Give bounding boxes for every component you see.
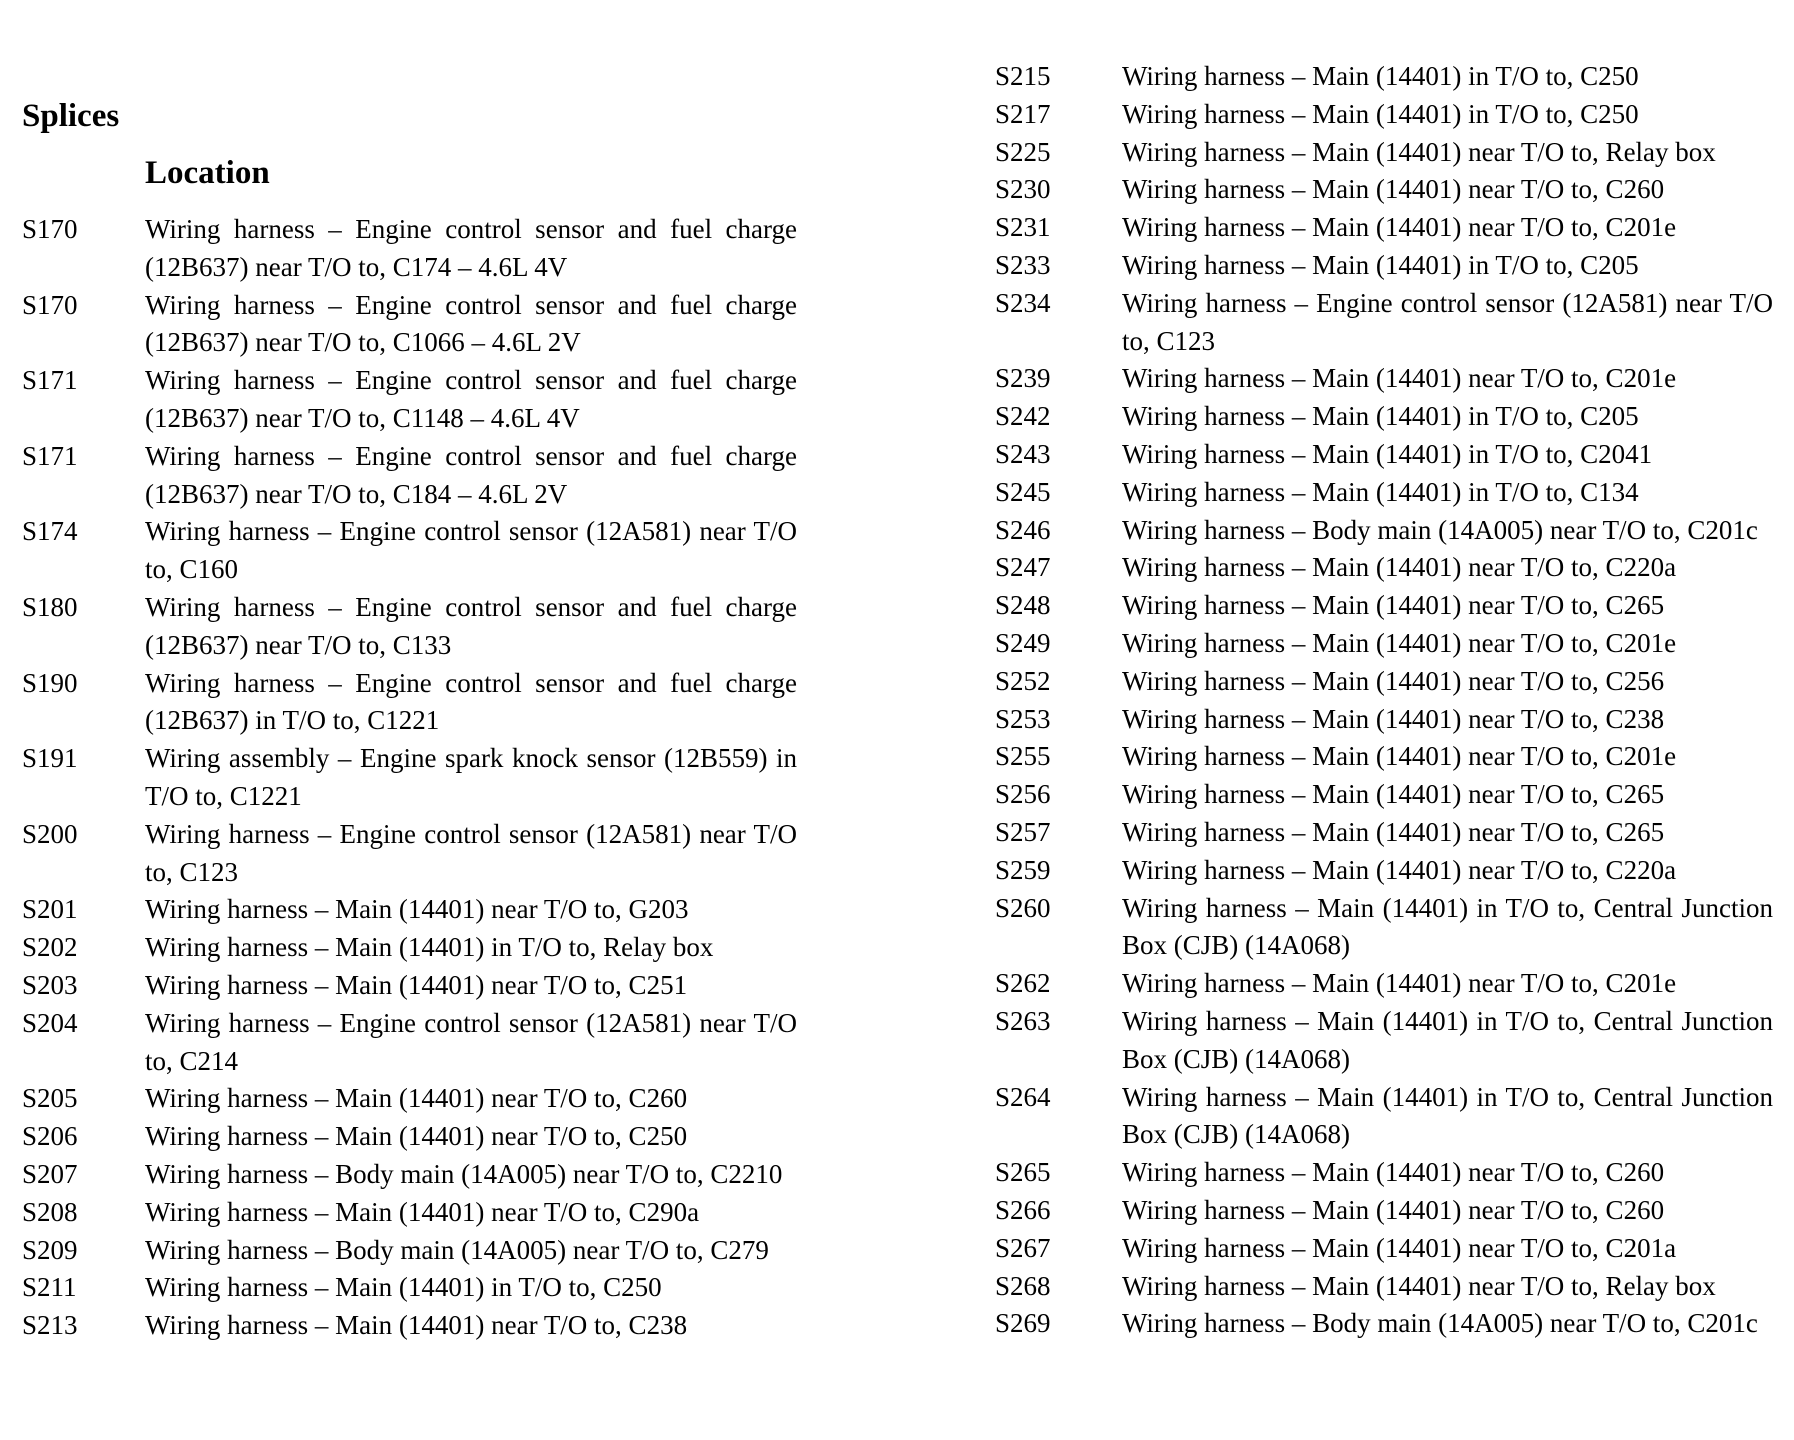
splice-code: S263 — [995, 1005, 1051, 1036]
splice-location: Wiring harness – Engine control sensor (12A581) near T/O to, C160 — [145, 516, 797, 585]
splice-row — [995, 738, 1773, 776]
splice-row — [22, 891, 797, 929]
splice-row — [995, 965, 1773, 1003]
splice-location: Wiring harness – Body main (14A005) near T/O to, C201c — [1122, 514, 1758, 545]
splice-row — [22, 211, 797, 287]
splice-code: S257 — [995, 816, 1051, 847]
splice-code: S245 — [995, 476, 1051, 507]
splice-code: S217 — [995, 98, 1051, 129]
splice-code: S246 — [995, 514, 1051, 545]
splice-row — [995, 398, 1773, 436]
splice-row — [995, 1192, 1773, 1230]
splice-location: Wiring harness – Main (14401) near T/O to, C201a — [1122, 1232, 1677, 1263]
splice-location: Wiring harness – Main (14401) near T/O to, C220a — [1122, 552, 1677, 583]
splice-row — [22, 1118, 797, 1156]
splice-code: S269 — [995, 1308, 1051, 1339]
splice-code: S170 — [22, 289, 78, 320]
splice-row — [995, 852, 1773, 890]
splice-row — [995, 285, 1773, 361]
splice-code: S203 — [22, 969, 78, 1000]
splice-location: Wiring harness – Main (14401) near T/O to, C201e — [1122, 363, 1677, 394]
splice-code: S256 — [995, 779, 1051, 810]
splice-code: S213 — [22, 1310, 78, 1341]
splice-row — [22, 967, 797, 1005]
splice-code: S247 — [995, 552, 1051, 583]
splice-row — [995, 701, 1773, 739]
splice-code: S230 — [995, 174, 1051, 205]
splice-row — [995, 890, 1773, 966]
splice-code: S208 — [22, 1196, 78, 1227]
splice-location: Wiring harness – Main (14401) near T/O to, Relay box — [1122, 1270, 1716, 1301]
splice-row — [995, 1003, 1773, 1079]
splice-row — [995, 474, 1773, 512]
splice-row — [22, 929, 797, 967]
splice-row — [995, 625, 1773, 663]
section-title: Splices — [22, 98, 120, 134]
splice-location: Wiring harness – Main (14401) near T/O to, C290a — [145, 1196, 700, 1227]
splice-row — [995, 1305, 1773, 1343]
splice-location: Wiring harness – Main (14401) near T/O to, C260 — [145, 1083, 688, 1114]
splice-code: S259 — [995, 854, 1051, 885]
splice-code: S206 — [22, 1121, 78, 1152]
splice-location: Wiring harness – Engine control sensor and fuel charge (12B637) near T/O to, C1148 – 4.6L 4V — [145, 365, 797, 433]
splice-code: S268 — [995, 1270, 1051, 1301]
splice-code: S171 — [22, 440, 78, 471]
splice-location: Wiring harness – Main (14401) near T/O to, C256 — [1122, 665, 1665, 696]
splice-location: Wiring harness – Main (14401) in T/O to, C250 — [145, 1272, 662, 1303]
splice-row — [22, 665, 797, 741]
splice-location: Wiring harness – Engine control sensor (12A581) near T/O to, C123 — [1122, 287, 1773, 356]
splice-location: Wiring harness – Engine control sensor and fuel charge (12B637) near T/O to, C184 – 4.6L 2V — [145, 440, 797, 509]
splice-location: Wiring harness – Body main (14A005) near T/O to, C279 — [145, 1234, 769, 1265]
splice-location: Wiring harness – Body main (14A005) near T/O to, C201c — [1122, 1308, 1758, 1339]
splice-code: S260 — [995, 892, 1051, 923]
splice-location: Wiring harness – Engine control sensor and fuel charge (12B637) near T/O to, C1066 – 4.6L 2V — [145, 289, 797, 358]
splice-location: Wiring harness – Body main (14A005) near T/O to, C2210 — [145, 1158, 783, 1189]
splice-location: Wiring harness – Main (14401) near T/O to, C238 — [145, 1310, 688, 1341]
splice-row — [995, 814, 1773, 852]
splice-location: Wiring harness – Engine control sensor and fuel charge (12B637) near T/O to, C174 – 4.6L 4V — [145, 214, 797, 282]
splice-row — [22, 438, 797, 514]
splice-location: Wiring harness – Engine control sensor (12A581) near T/O to, C214 — [145, 1007, 797, 1076]
splice-code: S204 — [22, 1007, 78, 1038]
splice-location: Wiring harness – Main (14401) near T/O to, C250 — [145, 1121, 688, 1152]
splice-row — [22, 589, 797, 665]
splice-code: S242 — [995, 401, 1051, 432]
splice-code: S215 — [995, 61, 1051, 91]
splice-location: Wiring harness – Main (14401) near T/O to, C201e — [1122, 627, 1677, 658]
splice-location: Wiring harness – Main (14401) near T/O to, C238 — [1122, 703, 1665, 734]
splice-row — [995, 436, 1773, 474]
splice-row — [22, 740, 797, 816]
splice-row — [995, 1154, 1773, 1192]
splice-location: Wiring harness – Main (14401) near T/O to, Relay box — [1122, 136, 1716, 167]
splice-list-right — [995, 58, 1773, 1343]
splice-code: S205 — [22, 1083, 78, 1114]
splice-location: Wiring harness – Main (14401) in T/O to, C205 — [1122, 249, 1639, 280]
splice-code: S233 — [995, 249, 1051, 280]
splice-code: S267 — [995, 1232, 1051, 1263]
splice-location: Wiring harness – Engine control sensor and fuel charge (12B637) in T/O to, C1221 — [145, 667, 797, 736]
splice-row — [22, 1156, 797, 1194]
splice-row — [995, 1079, 1773, 1155]
splice-location: Wiring harness – Main (14401) near T/O to, C220a — [1122, 854, 1677, 885]
splice-code: S225 — [995, 136, 1051, 167]
splice-row — [22, 1005, 797, 1081]
splice-row — [22, 1307, 797, 1345]
splice-code: S171 — [22, 365, 78, 396]
splice-code: S207 — [22, 1158, 78, 1189]
splice-location: Wiring harness – Main (14401) near T/O to, C265 — [1122, 779, 1665, 810]
splice-location: Wiring harness – Main (14401) in T/O to, C2041 — [1122, 438, 1653, 469]
splice-row — [22, 287, 797, 363]
splice-location: Wiring harness – Main (14401) in T/O to, C205 — [1122, 401, 1639, 432]
splice-row — [22, 1080, 797, 1118]
splice-code: S252 — [995, 665, 1051, 696]
splice-row — [995, 58, 1773, 96]
location-column-header: Location — [145, 155, 270, 191]
splice-row — [22, 513, 797, 589]
splice-code: S265 — [995, 1157, 1051, 1188]
splice-row — [995, 1268, 1773, 1306]
splice-location: Wiring harness – Engine control sensor and fuel charge (12B637) near T/O to, C133 — [145, 591, 797, 660]
splice-code: S211 — [22, 1272, 77, 1303]
splice-row — [22, 1194, 797, 1232]
splice-code: S266 — [995, 1194, 1051, 1225]
splice-location: Wiring harness – Main (14401) in T/O to, Central Junction Box (CJB) (14A068) — [1122, 1081, 1773, 1150]
splice-row — [995, 247, 1773, 285]
splice-code: S243 — [995, 438, 1051, 469]
splice-row — [995, 171, 1773, 209]
splice-location: Wiring harness – Main (14401) near T/O to, C265 — [1122, 590, 1665, 621]
splice-row — [995, 776, 1773, 814]
splice-code: S190 — [22, 667, 78, 698]
splice-code: S170 — [22, 214, 78, 244]
splice-row — [995, 1230, 1773, 1268]
splice-location: Wiring harness – Main (14401) in T/O to, Relay box — [145, 932, 714, 963]
splice-code: S200 — [22, 818, 78, 849]
splice-code: S248 — [995, 590, 1051, 621]
splice-code: S249 — [995, 627, 1051, 658]
splice-row — [995, 549, 1773, 587]
splice-code: S253 — [995, 703, 1051, 734]
splice-row — [22, 1269, 797, 1307]
splice-location: Wiring harness – Main (14401) near T/O to, C265 — [1122, 816, 1665, 847]
splice-code: S209 — [22, 1234, 78, 1265]
splice-code: S180 — [22, 591, 78, 622]
splice-location: Wiring harness – Main (14401) near T/O to, C201e — [1122, 212, 1677, 243]
splice-location: Wiring harness – Main (14401) in T/O to, C134 — [1122, 476, 1639, 507]
splice-code: S255 — [995, 741, 1051, 772]
splice-location: Wiring harness – Main (14401) near T/O to, C201e — [1122, 968, 1677, 999]
splice-code: S191 — [22, 743, 78, 774]
splice-location: Wiring assembly – Engine spark knock sensor (12B559) in T/O to, C1221 — [145, 743, 797, 811]
splice-location: Wiring harness – Main (14401) near T/O to, G203 — [145, 894, 689, 925]
splice-row — [995, 512, 1773, 550]
splice-location: Wiring harness – Main (14401) in T/O to, C250 — [1122, 61, 1639, 91]
splice-code: S202 — [22, 932, 78, 963]
splice-row — [995, 360, 1773, 398]
splice-row — [995, 96, 1773, 134]
splice-row — [995, 663, 1773, 701]
splice-code: S239 — [995, 363, 1051, 394]
splice-location: Wiring harness – Main (14401) near T/O to, C260 — [1122, 174, 1665, 205]
splice-code: S201 — [22, 894, 78, 925]
splice-location: Wiring harness – Main (14401) in T/O to, Central Junction Box (CJB) (14A068) — [1122, 1005, 1773, 1074]
splice-location: Wiring harness – Main (14401) near T/O to, C260 — [1122, 1194, 1665, 1225]
splice-row — [22, 1232, 797, 1270]
splice-location: Wiring harness – Main (14401) near T/O to, C260 — [1122, 1157, 1665, 1188]
splice-row — [22, 362, 797, 438]
splice-location: Wiring harness – Engine control sensor (12A581) near T/O to, C123 — [145, 818, 797, 887]
splice-code: S234 — [995, 287, 1051, 318]
splice-location: Wiring harness – Main (14401) in T/O to, Central Junction Box (CJB) (14A068) — [1122, 892, 1773, 961]
splice-row — [995, 587, 1773, 625]
splice-code: S231 — [995, 212, 1051, 243]
splice-list-left — [22, 211, 797, 1345]
splice-row — [22, 816, 797, 892]
splice-location: Wiring harness – Main (14401) in T/O to, C250 — [1122, 98, 1639, 129]
splice-row — [995, 134, 1773, 172]
splice-location: Wiring harness – Main (14401) near T/O to, C201e — [1122, 741, 1677, 772]
splice-code: S174 — [22, 516, 78, 547]
splice-location: Wiring harness – Main (14401) near T/O to, C251 — [145, 969, 688, 1000]
splice-code: S264 — [995, 1081, 1051, 1112]
splice-code: S262 — [995, 968, 1051, 999]
splice-row — [995, 209, 1773, 247]
